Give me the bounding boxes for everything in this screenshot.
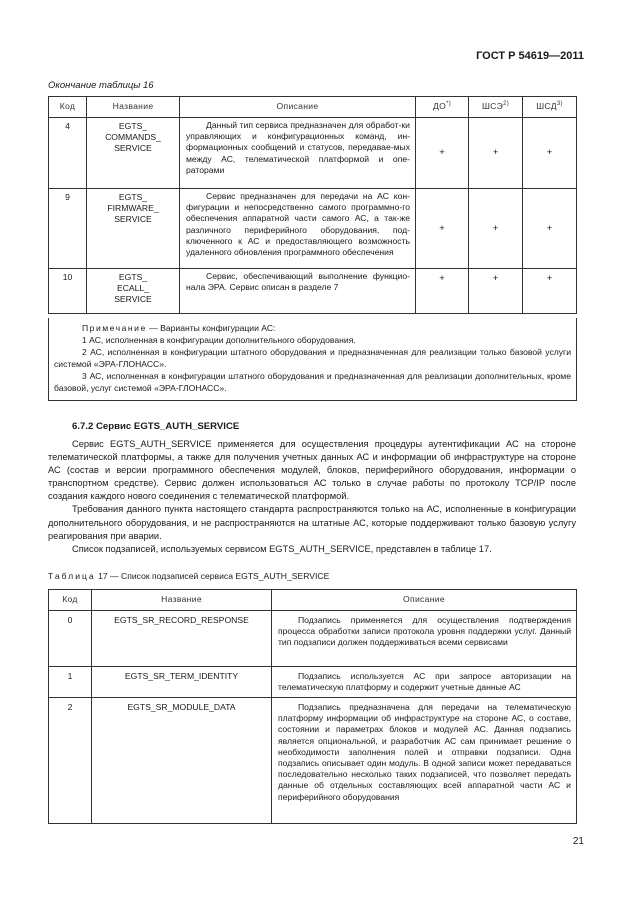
standard-header: ГОСТ Р 54619—2011 [476, 50, 584, 62]
row-description: Данный тип сервиса предназначен для обработ-ки управляющих и конфигурационных команд, ин-формационных сообщений и статусов, передавае-мых между АС, телематической платформой и опе-раторами [180, 118, 416, 189]
table16 [48, 96, 577, 314]
row-name: EGTS_ FIRMWARE_ SERVICE [87, 189, 180, 269]
caption-text: 17 — Список подзаписей сервиса EGTS_AUTH_SERVICE [95, 571, 330, 581]
section-body [48, 438, 576, 556]
paragraph: Список подзаписей, используемых сервисом EGTS_AUTH_SERVICE, представлен в таблице 17. [72, 543, 492, 554]
table-row [49, 698, 577, 824]
paragraph: Требования данного пункта настоящего стандарта распространяются только на АС, исполненные в конфигурации дополнительного оборудования, и не распространяются на штатные АС, которые поддерживают только базовую услугу реагирования при аварии. [48, 504, 576, 541]
row-shse: + [469, 189, 523, 269]
header-code: Код [49, 590, 92, 611]
note-label: Примечание [82, 323, 147, 333]
table-row [49, 269, 577, 314]
row-code: 9 [49, 189, 87, 269]
header-name: Название [92, 590, 272, 611]
row-description: Сервис, обеспечивающий выполнение функцио-нала ЭРА. Сервис описан в разделе 7 [180, 269, 416, 314]
row-do: + [416, 118, 469, 189]
row-description: Подзапись используется АС при запросе авторизации на телематическую платформу и содержит учетные данные АС [272, 667, 577, 698]
row-shse: + [469, 269, 523, 314]
table16-continuation-label: Окончание таблицы 16 [48, 80, 154, 91]
row-shsd: + [523, 118, 577, 189]
note-item: 2 АС, исполненная в конфигурации штатного оборудования и предназначенная для реализации только базовой услуги системой «ЭРА-ГЛОНАСС». [54, 347, 571, 369]
table17-header-row [49, 590, 577, 611]
row-name: EGTS_SR_TERM_IDENTITY [92, 667, 272, 698]
section-heading: 6.7.2 Сервис EGTS_AUTH_SERVICE [72, 421, 240, 432]
header-description: Описание [180, 97, 416, 118]
header-code: Код [49, 97, 87, 118]
row-code: 1 [49, 667, 92, 698]
header-description: Описание [272, 590, 577, 611]
table17-caption [48, 571, 329, 581]
caption-label: Таблица [48, 571, 96, 581]
row-code: 2 [49, 698, 92, 824]
row-shsd: + [523, 269, 577, 314]
note-intro: — Варианты конфигурации АС: [146, 323, 276, 333]
table-row [49, 611, 577, 667]
row-do: + [416, 189, 469, 269]
note-item: 3 АС, исполненная в конфигурации штатного оборудования и предназначенная для реализации дополнительных, кроме базовой, услуг системой «ЭРА-ГЛОНАСС». [54, 371, 571, 393]
header-shse: ШСЭ$^{2)}$ [469, 97, 523, 118]
row-name: EGTS_ ECALL_ SERVICE [87, 269, 180, 314]
note-item: 1 АС, исполненная в конфигурации дополнительного оборудования. [82, 335, 356, 345]
table-row [49, 189, 577, 269]
row-description: Сервис предназначен для передачи на АС кон-фигурации и непосредственно самого программно-го обеспечения аппаратной части самого АС, а так-же различного периферийного оборудования, под-ключенного к АС и предоставляющего возможность удаленного обновления программного обеспечения [180, 189, 416, 269]
row-code: 10 [49, 269, 87, 314]
table16-note [48, 318, 577, 401]
row-shse: + [469, 118, 523, 189]
row-code: 0 [49, 611, 92, 667]
row-name: EGTS_SR_MODULE_DATA [92, 698, 272, 824]
row-code: 4 [49, 118, 87, 189]
row-name: EGTS_SR_RECORD_RESPONSE [92, 611, 272, 667]
table-row [49, 118, 577, 189]
paragraph: Сервис EGTS_AUTH_SERVICE применяется для осуществления процедуры аутентификации АС на стороне телематической платформы, а также для получения учетных данных АС и информации об инфраструктуре на стороне АС (состав и версии программного обеспечения модулей, блоков, периферийного оборудования, информации о транспортном средстве). Сервис должен использоваться АС только в случае работы по протоколу TCP/IP после создания каждого нового соединения с телематической платформой. [48, 439, 576, 502]
table17 [48, 589, 577, 824]
header-name: Название [87, 97, 180, 118]
header-shsd: ШСД$^{3)}$ [523, 97, 577, 118]
row-shsd: + [523, 189, 577, 269]
row-description: Подзапись предназначена для передачи на телематическую платформу информации об инфраструктуре на стороне АС, о составе, состоянии и параметрах блоков и модулей АС. Данная подзапись является опциональной, и разработчик АС сам принимает решение о необходимости заполнения полей и отправки подзаписи. Одна подзапись описывает один модуль. В одной записи может передаваться последовательно несколько таких подзаписей, что позволяет передать данные об отдельных составляющих всей аппаратной части АС и периферийного оборудования [272, 698, 577, 824]
table-row [49, 667, 577, 698]
page-number: 21 [572, 836, 584, 847]
header-do: ДО*) [416, 97, 469, 118]
row-description: Подзапись применяется для осуществления подтверждения процесса обработки записи протокола уровня поддержки услуг. Данный тип подзаписи должен поддерживаться всеми сервисами [272, 611, 577, 667]
table16-header-row [49, 97, 577, 118]
row-do: + [416, 269, 469, 314]
row-name: EGTS_ COMMANDS_ SERVICE [87, 118, 180, 189]
